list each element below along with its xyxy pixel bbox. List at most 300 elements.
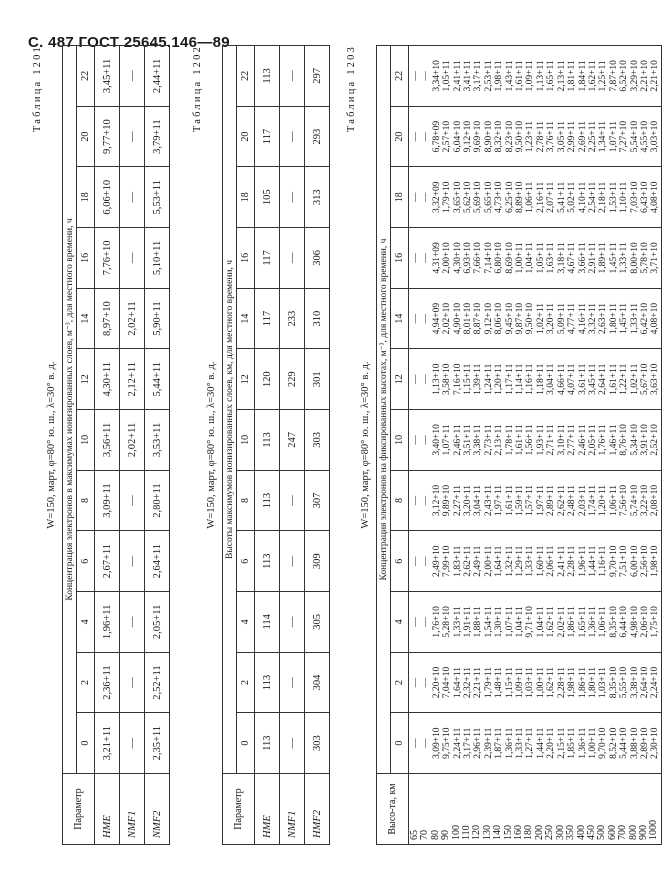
value-cell: 2,73+11 xyxy=(483,424,494,456)
value-cell: 1,54+11 xyxy=(483,606,494,638)
value-cell: 3,12+10 xyxy=(431,484,442,517)
param-header: Параметр xyxy=(63,774,95,845)
value-column xyxy=(409,46,662,107)
value-cell: — xyxy=(280,167,305,228)
value-cell: 9,45+10 xyxy=(504,302,515,335)
value-cell: 7,87+10 xyxy=(608,60,619,92)
hour-header: 14 xyxy=(237,288,255,349)
value-cell: 1,97+11 xyxy=(494,484,505,517)
value-cell: 1,64+11 xyxy=(494,545,505,577)
value-cell: 113 xyxy=(255,470,280,531)
value-cell: 1,36+11 xyxy=(504,727,515,759)
value-cell: 9,50+10 xyxy=(515,120,526,153)
table-condition: W=150, март, φ=80° ю. ш., λ=30° в. д. xyxy=(206,361,217,529)
hour-header: 8 xyxy=(77,470,95,531)
span-header: Концентрация электронов на фиксированных высотах, м⁻³, для местного времени, ч xyxy=(377,46,391,774)
value-cell: 1,03+11 xyxy=(525,666,536,699)
value-cell: 9,71+10 xyxy=(525,606,536,638)
value-cell: 2,53+11 xyxy=(483,60,494,92)
value-cell: 2,06+10 xyxy=(639,606,650,638)
value-cell: 1,61+11 xyxy=(515,60,526,92)
value-cell: 1,03+11 xyxy=(598,666,609,699)
value-cell: 5,09+11 xyxy=(556,303,567,335)
value-cell: — xyxy=(421,192,432,203)
value-cell: 3,40+10 xyxy=(431,424,442,456)
value-cell: 1,83+11 xyxy=(452,545,463,577)
value-cell: — xyxy=(280,228,305,289)
value-cell: 3,56+11 xyxy=(95,410,120,471)
value-column xyxy=(409,652,662,713)
value-cell: 1,33+11 xyxy=(629,303,640,335)
value-cell: 7,56+10 xyxy=(619,484,630,517)
value-cell: 2,28+11 xyxy=(556,666,567,699)
value-cell: 5,62+10 xyxy=(463,181,474,214)
value-cell: 9,12+10 xyxy=(483,302,494,335)
value-cell: 3,79+11 xyxy=(145,106,170,167)
value-cell: 2,16+11 xyxy=(535,181,546,213)
value-cell: 1,84+11 xyxy=(577,60,588,92)
value-cell: 1,00+11 xyxy=(515,242,526,274)
value-cell: 1,24+11 xyxy=(483,363,494,395)
table-1203 xyxy=(376,45,662,845)
value-cell: 2,00+11 xyxy=(483,545,494,577)
param-header: Параметр xyxy=(223,774,255,845)
value-cell: 8,69+10 xyxy=(504,242,515,274)
value-cell: 9,89+10 xyxy=(442,484,453,517)
hour-header: 4 xyxy=(77,592,95,653)
hour-header: 10 xyxy=(237,410,255,471)
value-cell: 8,52+10 xyxy=(608,727,619,759)
value-cell: 1,07+11 xyxy=(442,424,453,456)
value-cell: 2,35+11 xyxy=(145,713,170,774)
value-cell: 307 xyxy=(305,470,330,531)
value-cell: 1,85+11 xyxy=(567,727,578,759)
value-cell: — xyxy=(421,495,432,506)
value-cell: 2,57+10 xyxy=(442,120,453,153)
altitude-value: 150 xyxy=(502,825,514,840)
value-column xyxy=(409,531,662,592)
altitude-value: 1000 xyxy=(648,820,660,840)
value-cell: 2,49+10 xyxy=(431,545,442,577)
value-cell: 2,52+11 xyxy=(145,652,170,713)
value-cell: 3,09+10 xyxy=(431,727,442,759)
value-cell: 1,33+11 xyxy=(452,606,463,638)
value-cell: 1,96+11 xyxy=(577,545,588,577)
value-cell: 1,97+11 xyxy=(535,484,546,517)
value-cell: 1,45+11 xyxy=(619,303,630,335)
value-cell: 1,04+11 xyxy=(535,606,546,638)
value-cell: 2,02+10 xyxy=(442,302,453,335)
value-cell: 1,06+11 xyxy=(598,606,609,638)
value-cell: 1,06+11 xyxy=(608,484,619,517)
value-cell: 3,38+10 xyxy=(629,666,640,699)
value-cell: 8,97+10 xyxy=(95,288,120,349)
value-cell: 1,30+11 xyxy=(494,606,505,638)
value-cell: 7,66+10 xyxy=(473,242,484,274)
value-cell: 9,70+10 xyxy=(598,727,609,759)
value-cell: — xyxy=(411,131,421,142)
value-cell: 2,27+11 xyxy=(452,484,463,517)
hour-header: 12 xyxy=(77,349,95,410)
value-cell: 303 xyxy=(305,713,330,774)
value-cell: 9,12+10 xyxy=(463,120,474,153)
value-cell: 1,61+11 xyxy=(515,424,526,456)
altitude-value: 450 xyxy=(585,825,597,840)
value-cell: 1,98+11 xyxy=(494,60,505,92)
value-cell: 6,80+10 xyxy=(494,242,505,274)
table-row xyxy=(120,46,145,845)
altitude-value: 350 xyxy=(565,825,577,840)
value-cell: 2,36+11 xyxy=(95,652,120,713)
value-cell: 2,69+11 xyxy=(577,121,588,153)
value-cell: 1,44+11 xyxy=(587,545,598,577)
value-cell: 3,32+11 xyxy=(587,303,598,335)
value-cell: 2,13+11 xyxy=(556,60,567,92)
value-cell: 306 xyxy=(305,228,330,289)
value-cell: 3,21+11 xyxy=(95,713,120,774)
value-cell: 1,79+11 xyxy=(483,666,494,699)
value-cell: 1,00+11 xyxy=(587,727,598,759)
value-column xyxy=(409,713,662,774)
rotated-page-content xyxy=(32,45,661,845)
table-row xyxy=(95,46,120,845)
value-cell: 1,33+11 xyxy=(515,727,526,759)
value-cell: 2,46+11 xyxy=(452,424,463,456)
value-cell: 3,38+11 xyxy=(473,424,484,456)
value-cell: 4,90+10 xyxy=(452,302,463,335)
value-cell: 229 xyxy=(280,349,305,410)
value-cell: 2,91+11 xyxy=(587,242,598,274)
value-cell: 1,56+11 xyxy=(525,424,536,456)
value-cell: 5,34+10 xyxy=(629,424,640,456)
value-cell: — xyxy=(411,71,421,81)
hour-header: 22 xyxy=(237,46,255,107)
span-header: Концентрация электронов в максимумах ионизированных слоев, м⁻³, для местного времени, ч xyxy=(63,46,77,774)
altitude-value: 400 xyxy=(575,825,587,840)
altitude-value: 180 xyxy=(523,825,535,840)
value-cell: 3,20+11 xyxy=(463,484,474,517)
value-cell: — xyxy=(421,738,432,748)
value-cell: 313 xyxy=(305,167,330,228)
value-cell: 309 xyxy=(305,531,330,592)
value-cell: 8,01+10 xyxy=(463,302,474,335)
value-cell: 8,06+10 xyxy=(494,302,505,335)
value-cell: 1,62+11 xyxy=(546,666,557,699)
value-cell: 4,30+10 xyxy=(452,242,463,274)
value-cell: 8,35+10 xyxy=(608,606,619,638)
value-cell: 2,78+11 xyxy=(535,121,546,153)
value-cell: 2,20+11 xyxy=(546,727,557,759)
value-cell: 1,57+11 xyxy=(525,484,536,517)
value-cell: 4,31+09 xyxy=(431,242,442,274)
value-cell: 297 xyxy=(305,46,330,107)
value-cell: 1,23+11 xyxy=(525,121,536,153)
value-cell: 3,76+11 xyxy=(546,121,557,153)
table-condition: W=150, март, φ=80° ю. ш., λ=30° в. д. xyxy=(360,361,371,529)
value-cell: 2,28+11 xyxy=(567,545,578,577)
value-cell: 5,67+10 xyxy=(639,363,650,395)
value-cell: 2,30+10 xyxy=(650,727,661,759)
value-cell: 4,16+11 xyxy=(577,303,588,335)
value-cell: 7,14+10 xyxy=(483,242,494,274)
hour-header: 0 xyxy=(237,713,255,774)
value-column xyxy=(409,106,662,167)
hour-header: 8 xyxy=(237,470,255,531)
value-cell: 3,05+11 xyxy=(556,121,567,153)
value-cell: 3,88+10 xyxy=(629,727,640,759)
value-cell: — xyxy=(421,374,432,384)
value-cell: — xyxy=(120,228,145,289)
value-cell: 1,61+11 xyxy=(504,484,515,517)
hour-header: 16 xyxy=(391,228,409,289)
value-cell: 3,04+11 xyxy=(473,484,484,517)
value-cell: 3,29+10 xyxy=(629,60,640,92)
value-cell: 4,67+11 xyxy=(567,242,578,274)
altitude-value: 70 xyxy=(419,830,431,840)
value-cell: 2,64+11 xyxy=(598,363,609,395)
value-cell: 1,91+11 xyxy=(463,606,474,638)
table-row xyxy=(305,46,330,845)
value-cell: 3,17+11 xyxy=(473,60,484,92)
value-cell: 4,98+10 xyxy=(629,606,640,638)
value-cell: 7,16+10 xyxy=(452,363,463,395)
value-cell: 117 xyxy=(255,106,280,167)
value-cell: — xyxy=(120,106,145,167)
value-cell: 2,77+11 xyxy=(567,424,578,456)
value-cell: 5,78+10 xyxy=(639,242,650,274)
value-cell: 1,79+10 xyxy=(442,181,453,214)
value-cell: 1,16+11 xyxy=(598,545,609,577)
value-cell: 6,06+10 xyxy=(95,167,120,228)
value-cell: 4,66+11 xyxy=(556,363,567,395)
value-cell: 2,07+11 xyxy=(546,181,557,213)
value-cell: 1,17+11 xyxy=(504,363,515,395)
param-cell: NMF2 xyxy=(145,774,170,845)
value-cell: 301 xyxy=(305,349,330,410)
value-cell: 1,96+11 xyxy=(95,592,120,653)
value-cell: 2,03+11 xyxy=(577,484,588,517)
value-cell: 5,41+11 xyxy=(556,181,567,213)
value-cell: 2,63+11 xyxy=(598,303,609,335)
value-cell: 1,02+11 xyxy=(629,363,640,395)
value-cell: 3,58+10 xyxy=(442,363,453,395)
altitude-value: 100 xyxy=(450,825,462,840)
hour-header: 2 xyxy=(237,652,255,713)
value-cell: — xyxy=(421,131,432,142)
value-cell: 1,89+11 xyxy=(598,242,609,274)
value-cell: 1,04+11 xyxy=(525,242,536,274)
value-cell: — xyxy=(280,592,305,653)
value-cell: 120 xyxy=(255,349,280,410)
altitude-column xyxy=(409,774,662,845)
value-cell: 1,45+11 xyxy=(608,242,619,274)
value-cell: — xyxy=(421,435,432,445)
value-cell: 9,75+10 xyxy=(442,727,453,759)
value-cell: 1,64+11 xyxy=(452,666,463,699)
value-cell: 305 xyxy=(305,592,330,653)
value-cell: 3,51+11 xyxy=(463,424,474,456)
value-cell: 113 xyxy=(255,531,280,592)
table-row xyxy=(255,46,280,845)
param-cell: NMF1 xyxy=(120,774,145,845)
value-column xyxy=(409,288,662,349)
table-label: Таблица 1203 xyxy=(346,45,357,133)
altitude-value: 500 xyxy=(596,825,608,840)
value-cell: 1,98+11 xyxy=(567,666,578,699)
value-cell: 2,12+11 xyxy=(120,349,145,410)
value-cell: 5,44+11 xyxy=(145,349,170,410)
hour-header: 18 xyxy=(391,167,409,228)
value-cell: 1,39+11 xyxy=(473,363,484,395)
span-header: Высоты максимумов ионизированных слоев, км, для местного времени, ч xyxy=(223,46,237,774)
value-cell: 3,45+11 xyxy=(587,363,598,395)
value-cell: 2,39+11 xyxy=(483,727,494,759)
value-cell: 2,41+11 xyxy=(556,545,567,577)
value-column xyxy=(409,167,662,228)
value-cell: 9,77+10 xyxy=(95,106,120,167)
value-cell: 2,46+11 xyxy=(577,424,588,456)
value-cell: 1,07+11 xyxy=(608,121,619,153)
value-cell: 1,59+11 xyxy=(515,484,526,517)
value-cell: — xyxy=(421,556,432,566)
value-cell: 3,61+11 xyxy=(577,363,588,395)
value-cell: 3,65+10 xyxy=(452,181,463,214)
hour-header: 14 xyxy=(391,288,409,349)
value-cell: 5,10+11 xyxy=(145,228,170,289)
value-column xyxy=(409,410,662,471)
value-cell: 1,13+10 xyxy=(431,363,442,395)
value-cell: 2,71+11 xyxy=(546,424,557,456)
value-cell: 113 xyxy=(255,410,280,471)
value-cell: 8,00+10 xyxy=(629,242,640,274)
param-cell: NMF1 xyxy=(280,774,305,845)
value-cell: 3,18+11 xyxy=(556,242,567,274)
value-cell: 2,24+10 xyxy=(650,666,661,699)
altitude-value: 900 xyxy=(637,825,649,840)
value-cell: 3,34+10 xyxy=(431,60,442,92)
hour-header: 20 xyxy=(391,106,409,167)
table-label: Таблица 1201 xyxy=(32,45,43,133)
value-cell: — xyxy=(280,713,305,774)
value-cell: 1,29+11 xyxy=(515,545,526,577)
value-cell: — xyxy=(411,738,421,748)
value-cell: 1,76+10 xyxy=(431,606,442,638)
value-cell: 113 xyxy=(255,652,280,713)
value-cell: 3,20+11 xyxy=(546,303,557,335)
altitude-value: 250 xyxy=(544,825,556,840)
value-cell: — xyxy=(411,253,421,263)
value-cell: 2,02+11 xyxy=(120,288,145,349)
value-cell: 7,04+10 xyxy=(442,666,453,699)
value-cell: 1,61+11 xyxy=(608,363,619,395)
value-cell: 1,36+11 xyxy=(577,727,588,759)
value-cell: 4,94+09 xyxy=(431,302,442,335)
value-cell: 2,48+11 xyxy=(567,484,578,517)
altitude-value: 140 xyxy=(492,825,504,840)
value-cell: 6,42+10 xyxy=(639,302,650,335)
value-cell: 3,17+11 xyxy=(463,727,474,759)
value-cell: 1,63+11 xyxy=(546,242,557,274)
value-cell: 2,24+11 xyxy=(452,727,463,759)
value-cell: 1,06+11 xyxy=(525,181,536,213)
value-cell: — xyxy=(411,617,421,627)
altitude-value: 120 xyxy=(471,825,483,840)
value-cell: 1,07+11 xyxy=(504,606,515,638)
value-cell: — xyxy=(280,106,305,167)
hour-header: 18 xyxy=(237,167,255,228)
value-cell: 3,66+11 xyxy=(577,242,588,274)
altitude-value: 300 xyxy=(554,825,566,840)
value-cell: 303 xyxy=(305,410,330,471)
value-cell: 1,34+11 xyxy=(598,121,609,153)
value-cell: 5,90+11 xyxy=(145,288,170,349)
value-cell: 310 xyxy=(305,288,330,349)
value-cell: 5,69+10 xyxy=(473,181,484,214)
value-cell: 8,35+10 xyxy=(608,666,619,699)
altitude-value: 65 xyxy=(409,830,420,840)
value-cell: — xyxy=(411,192,421,203)
altitude-value: 200 xyxy=(533,825,545,840)
value-cell: 3,03+10 xyxy=(650,120,661,153)
altitude-value: 700 xyxy=(617,825,629,840)
value-cell: 2,62+11 xyxy=(463,545,474,577)
value-cell: 2,08+10 xyxy=(650,484,661,517)
value-cell: 2,41+11 xyxy=(452,60,463,92)
table-1201 xyxy=(62,45,170,845)
value-cell: 8,76+10 xyxy=(619,424,630,456)
altitude-value: 110 xyxy=(461,825,473,840)
value-cell: 5,74+10 xyxy=(629,484,640,517)
value-cell: 113 xyxy=(255,713,280,774)
hour-header: 2 xyxy=(77,652,95,713)
value-cell: 1,80+11 xyxy=(608,303,619,335)
value-cell: 2,89+11 xyxy=(546,484,557,517)
value-cell: 1,22+11 xyxy=(619,363,630,395)
value-cell: 8,87+10 xyxy=(473,302,484,335)
value-cell: 2,43+11 xyxy=(483,484,494,517)
value-cell: 3,22+10 xyxy=(639,484,650,517)
value-cell: 3,91+10 xyxy=(639,424,650,456)
value-cell: 1,86+11 xyxy=(567,606,578,638)
value-cell: 4,77+11 xyxy=(567,303,578,335)
value-cell: 2,32+11 xyxy=(463,666,474,699)
value-cell: 3,09+11 xyxy=(95,470,120,531)
value-cell: — xyxy=(280,46,305,107)
page-header: С. 487 ГОСТ 25645.146—89 xyxy=(28,34,230,51)
value-cell: 1,80+11 xyxy=(587,666,598,699)
value-cell: 2,18+11 xyxy=(598,181,609,213)
value-cell: 2,56+10 xyxy=(639,545,650,577)
value-cell: 2,25+11 xyxy=(587,121,598,153)
value-cell: 8,32+10 xyxy=(494,120,505,153)
value-cell: 2,21+10 xyxy=(650,60,661,92)
value-cell: 1,62+11 xyxy=(587,60,598,92)
value-cell: 3,32+09 xyxy=(431,181,442,214)
value-cell: 1,25+11 xyxy=(598,60,609,92)
value-column xyxy=(409,228,662,289)
hour-header: 0 xyxy=(77,713,95,774)
value-cell: 4,08+10 xyxy=(650,181,661,214)
value-cell: 9,87+10 xyxy=(515,302,526,335)
value-cell: 6,44+10 xyxy=(619,606,630,638)
value-cell: 5,53+11 xyxy=(145,167,170,228)
value-cell: 1,78+11 xyxy=(504,424,515,456)
value-cell: — xyxy=(120,652,145,713)
value-cell: 304 xyxy=(305,652,330,713)
value-cell: 233 xyxy=(280,288,305,349)
table-row xyxy=(145,46,170,845)
value-cell: 2,67+11 xyxy=(95,531,120,592)
